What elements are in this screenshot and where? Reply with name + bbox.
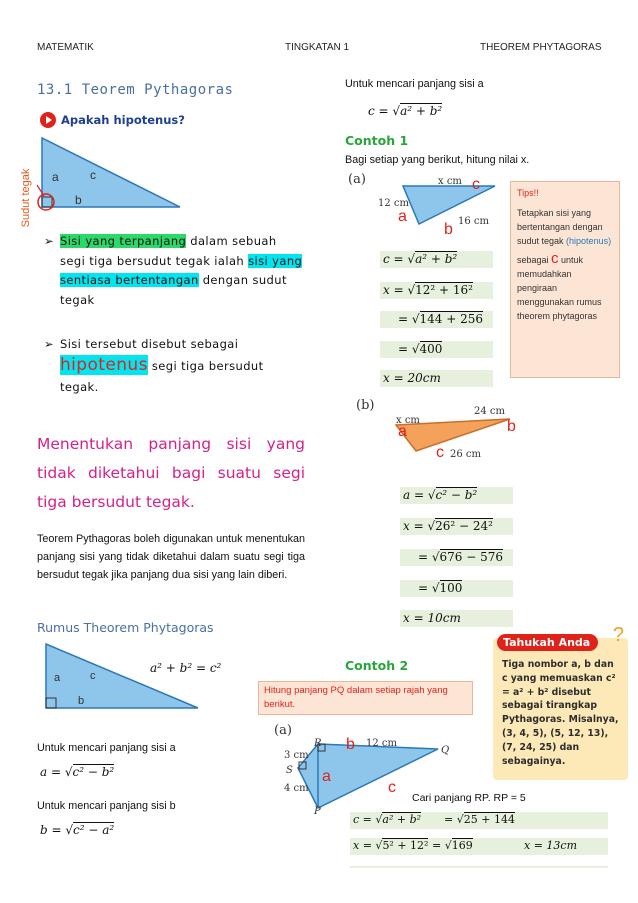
sqrt-icon: √ bbox=[431, 581, 440, 595]
tips-line2a: sebagai bbox=[517, 255, 552, 265]
sqrt-icon: √ bbox=[64, 765, 73, 779]
rumus-formula: a² + b² = c² bbox=[150, 661, 222, 675]
bullet2-text-end: segi tiga bersudut tegak. bbox=[60, 359, 264, 394]
tips-title: Tips!! bbox=[517, 188, 539, 198]
c1b-26-label: 26 cm bbox=[450, 449, 481, 460]
step-radicand: 144 + 256 bbox=[419, 312, 484, 326]
row-lhs: c = bbox=[353, 813, 376, 826]
tahukah-title: Tahukah Anda bbox=[497, 634, 598, 651]
step-radicand: 26² − 24² bbox=[435, 519, 493, 533]
step-lhs: x = bbox=[383, 283, 408, 297]
bullet1-text: dalam sebuah segi tiga bersudut tegak ialah bbox=[60, 234, 277, 268]
c2-row1-left bbox=[353, 813, 421, 826]
part-a-label: (a) bbox=[348, 172, 366, 187]
sqrt-icon: √ bbox=[427, 519, 436, 533]
tips-big-c: c bbox=[551, 250, 559, 267]
bullet2-text: Sisi tersebut disebut sebagai bbox=[60, 337, 239, 351]
tips-box bbox=[510, 181, 620, 378]
eq-c-radicand: a² + b² bbox=[400, 104, 443, 118]
c1b-b-label: b bbox=[507, 418, 516, 435]
sqrt-icon: √ bbox=[411, 312, 420, 326]
bullet1-highlight-green: Sisi yang terpanjang bbox=[60, 234, 187, 248]
c1a-step-0 bbox=[383, 252, 457, 266]
sudut-tegak-label: Sudut tegak bbox=[20, 168, 32, 228]
find-b-text: Untuk mencari panjang sisi b bbox=[37, 800, 176, 812]
row-mid: = bbox=[444, 813, 457, 826]
c1b-step-0 bbox=[403, 488, 477, 502]
c2-3cm: 3 cm bbox=[284, 750, 309, 761]
contoh-1-instruction: Bagi setiap yang berikut, hitung nilai x. bbox=[345, 154, 530, 166]
c1b-x-label: x cm bbox=[396, 415, 420, 426]
c1a-step-1 bbox=[383, 283, 473, 297]
eq-b-radicand: c² − a² bbox=[73, 823, 115, 837]
fig1-b: b bbox=[75, 193, 82, 207]
step-lhs: x = bbox=[403, 519, 428, 533]
c1a-step-4: x = 20cm bbox=[383, 371, 441, 385]
c2-note: Cari panjang RP. RP = 5 bbox=[412, 792, 526, 804]
c2-a-label: a bbox=[322, 768, 331, 785]
contoh-2-instruction: Hitung panjang PQ dalam setiap rajah yang berikut. bbox=[258, 681, 473, 715]
bullet1-text-end: dengan sudut tegak bbox=[60, 273, 287, 307]
step-radicand: 100 bbox=[439, 581, 463, 595]
c2-12cm: 12 cm bbox=[366, 738, 397, 749]
step-lhs: c = bbox=[383, 252, 408, 266]
contoh-2-title: Contoh 2 bbox=[345, 658, 409, 673]
header-center: TINGKATAN 1 bbox=[285, 42, 350, 53]
find-c-text: Untuk mencari panjang sisi a bbox=[345, 78, 484, 90]
eq-a-radicand: c² − b² bbox=[72, 765, 115, 779]
c1a-x-label: x cm bbox=[438, 176, 462, 187]
eq-a-lhs: a = bbox=[40, 765, 65, 779]
c1b-c-label: c bbox=[436, 444, 444, 461]
bullet-1 bbox=[44, 232, 305, 310]
c1a-16-label: 16 cm bbox=[458, 216, 489, 227]
row-mid: = bbox=[432, 839, 445, 852]
hipotenus-word: hipotenus bbox=[60, 355, 148, 375]
header-left: MATEMATIK bbox=[37, 42, 94, 53]
sqrt-icon: √ bbox=[407, 283, 416, 297]
step-lhs: a = bbox=[403, 488, 428, 502]
fig1-a: a bbox=[52, 170, 59, 184]
step-lhs: = bbox=[418, 550, 432, 564]
step-lhs: = bbox=[398, 312, 412, 326]
c1a-step-3 bbox=[398, 342, 442, 356]
header-right: THEOREM PHYTAGORAS bbox=[480, 42, 602, 53]
c2-row1-mid bbox=[444, 813, 515, 826]
c2-row2-left bbox=[353, 839, 428, 852]
eq-bar-partial bbox=[350, 866, 608, 868]
step-radicand: 400 bbox=[419, 342, 443, 356]
apakah-label: Apakah hipotenus? bbox=[61, 113, 185, 127]
c2-P: P bbox=[314, 806, 321, 817]
sqrt-icon: √ bbox=[65, 823, 74, 837]
c1a-c-label: c bbox=[472, 176, 480, 193]
section-title: 13.1 Teorem Pythagoras bbox=[37, 82, 234, 98]
tips-line1: Tetapkan sisi yang bertentangan dengan sudut tegak bbox=[517, 208, 603, 246]
rumus-b: b bbox=[78, 695, 85, 707]
step-radicand: 676 − 576 bbox=[439, 550, 504, 564]
c1b-a-label: a bbox=[398, 423, 407, 440]
row-radicand: a² + b² bbox=[382, 813, 422, 826]
section-heading-menentukan: Menentukan panjang sisi yang tidak diketahui bagi suatu segi tiga bersudut tegak. bbox=[37, 435, 305, 511]
sqrt-icon: √ bbox=[407, 252, 416, 266]
c1a-12-label: 12 cm bbox=[378, 198, 409, 209]
row-lhs: x = bbox=[353, 839, 376, 852]
hypotenuse-triangle-figure bbox=[20, 130, 200, 220]
find-a-text: Untuk mencari panjang sisi a bbox=[37, 742, 176, 754]
contoh-1-title: Contoh 1 bbox=[345, 133, 409, 148]
c1a-b-label: b bbox=[444, 221, 453, 238]
arrow-bullet-icon: ➢ bbox=[44, 337, 55, 351]
eq-c-lhs: c = bbox=[368, 104, 393, 118]
rumus-triangle-figure bbox=[42, 640, 202, 712]
eq-find-a bbox=[40, 765, 114, 779]
tips-paren: (hipotenus) bbox=[566, 236, 612, 246]
rumus-title: Rumus Theorem Phytagoras bbox=[37, 620, 214, 635]
row-mid-radicand: 169 bbox=[451, 839, 473, 852]
part-b-label: (b) bbox=[356, 398, 375, 413]
c1b-24-label: 24 cm bbox=[474, 406, 505, 417]
apakah-heading bbox=[40, 112, 185, 128]
tahukah-anda-box bbox=[493, 624, 628, 780]
c2-S: S bbox=[286, 765, 293, 776]
c2-c-label: c bbox=[388, 779, 396, 796]
step-radicand: c² − b² bbox=[435, 488, 478, 502]
sqrt-icon: √ bbox=[431, 550, 440, 564]
tips-line2b: untuk memudahkan pengiraan menggunakan rumus theorem phytagoras bbox=[517, 255, 602, 321]
rumus-c: c bbox=[90, 670, 96, 682]
c2-part-a-label: (a) bbox=[274, 723, 292, 738]
c2-row2-mid bbox=[432, 839, 473, 852]
play-icon bbox=[40, 112, 56, 128]
c2-4cm: 4 cm bbox=[284, 783, 309, 794]
c1b-step-3 bbox=[418, 581, 462, 595]
c1b-step-1 bbox=[403, 519, 493, 533]
fig1-c: c bbox=[90, 168, 96, 182]
sqrt-icon: √ bbox=[411, 342, 420, 356]
tahukah-body: Tiga nombor a, b dan c yang memuaskan c² = a² + b² disebut sebagai tirangkap Pythagoras. Misalnya, (3, 4, 5), (5, 12, 13), (7, 24, 25) dan sebagainya. bbox=[502, 659, 619, 767]
step-lhs: = bbox=[398, 342, 412, 356]
sqrt-icon: √ bbox=[375, 813, 383, 826]
sqrt-icon: √ bbox=[427, 488, 436, 502]
sudut-tegak-label-wrap bbox=[19, 164, 33, 234]
c1a-a-label: a bbox=[398, 208, 407, 225]
step-radicand: a² + b² bbox=[415, 252, 458, 266]
sqrt-icon: √ bbox=[375, 839, 383, 852]
bullet1-highlight-cyan: sisi yang sentiasa bertentangan bbox=[60, 253, 303, 287]
intro-paragraph: Teorem Pythagoras boleh digunakan untuk menentukan panjang sisi yang tidak diketahui dalam suatu segi tiga bersudut tegak jika panjang dua sisi yang lain diberi. bbox=[37, 533, 305, 581]
arrow-bullet-icon: ➢ bbox=[44, 234, 55, 248]
sqrt-icon: √ bbox=[456, 813, 464, 826]
sqrt-icon: √ bbox=[392, 104, 401, 118]
row-radicand: 5² + 12² bbox=[382, 839, 429, 852]
c2-b-label: b bbox=[346, 736, 355, 753]
c1b-step-4: x = 10cm bbox=[403, 611, 461, 625]
bullet-2 bbox=[44, 334, 300, 398]
question-icon: ? bbox=[612, 624, 624, 646]
c2-row2-right: x = 13cm bbox=[524, 839, 578, 852]
eq-find-c bbox=[368, 104, 442, 118]
step-radicand: 12² + 16² bbox=[415, 283, 473, 297]
row-mid-radicand: 25 + 144 bbox=[463, 813, 515, 826]
c2-R: R bbox=[314, 738, 322, 749]
c1a-step-2 bbox=[398, 312, 483, 326]
eq-b-lhs: b = bbox=[40, 823, 66, 837]
c2-Q: Q bbox=[441, 745, 450, 756]
eq-find-b bbox=[40, 823, 114, 837]
step-lhs: = bbox=[418, 581, 432, 595]
c1b-step-2 bbox=[418, 550, 503, 564]
sqrt-icon: √ bbox=[444, 839, 452, 852]
rumus-a: a bbox=[54, 672, 61, 684]
